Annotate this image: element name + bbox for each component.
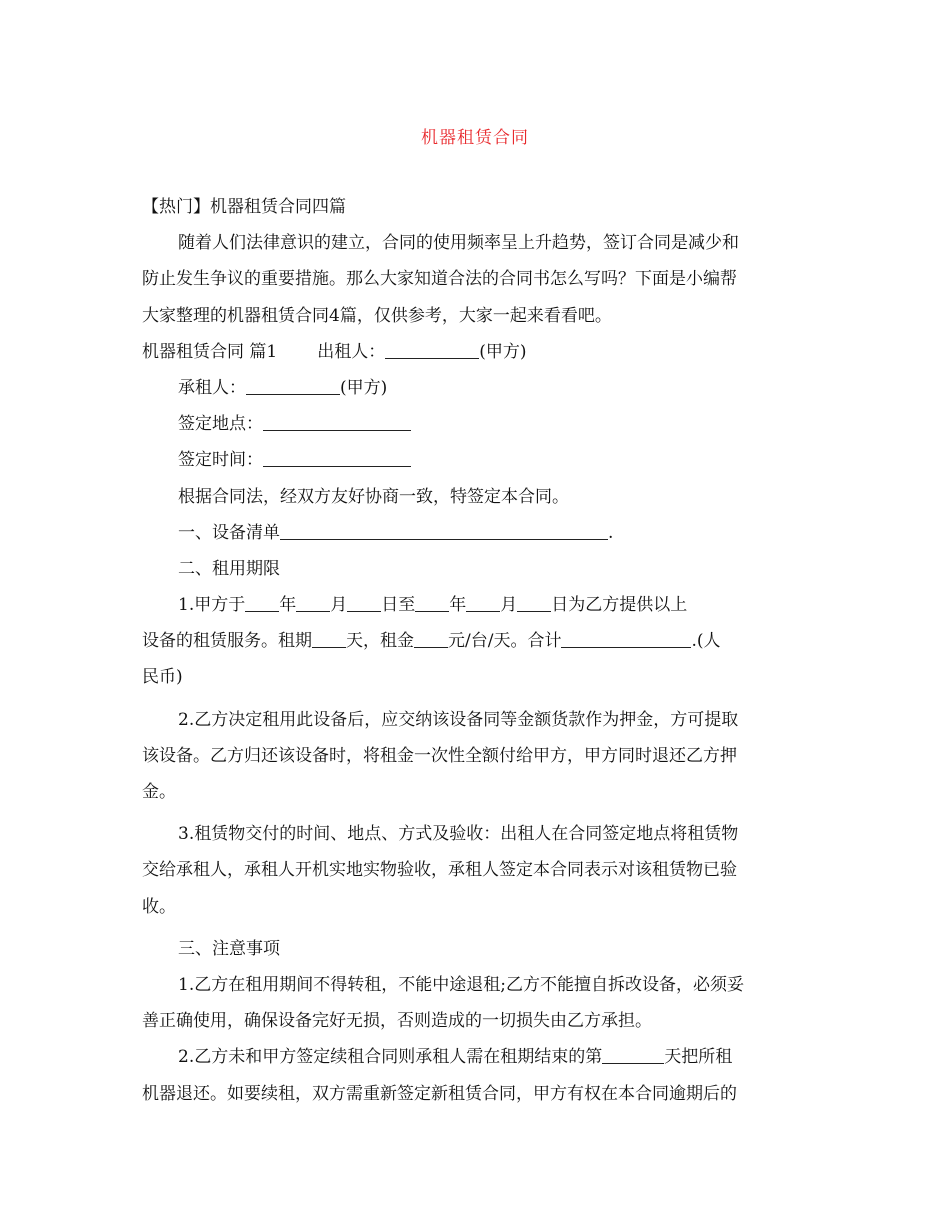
document-heading: 【热门】机器租赁合同四篇 — [142, 197, 346, 217]
document-title: 机器租赁合同 — [421, 128, 529, 148]
s3-1-line-2: 善正确使用，确保设备完好无损，否则造成的一切损失由乙方承担。 — [142, 1011, 652, 1032]
equipment-list-blank — [280, 522, 608, 540]
lessee-suffix: (甲方) — [340, 377, 388, 398]
lessee-line — [142, 375, 812, 411]
start-day-blank — [347, 594, 381, 612]
section2-label: 二、租用期限 — [178, 558, 280, 579]
section1-end: . — [608, 522, 614, 543]
s2-1-day1: 日至 — [381, 595, 416, 616]
time-line — [142, 447, 812, 483]
lessee-label: 承租人： — [178, 377, 246, 398]
time-label: 签定时间： — [178, 450, 263, 471]
end-day-blank — [517, 594, 551, 612]
s2-1-line-3: 民币) — [142, 667, 183, 688]
s3-2-text-a: 2.乙方未和甲方签定续租合同则承租人需在租期结束的第 — [178, 1047, 603, 1068]
s2-1-days: 天，租金 — [346, 631, 414, 652]
document-body — [142, 194, 812, 1117]
s2-1-month2: 月 — [500, 595, 518, 616]
s2-2-line-2: 该设备。乙方归还该设备时，将租金一次性全额付给甲方，甲方同时退还乙方押 — [142, 745, 737, 766]
s3-1-line-1: 1.乙方在租用期间不得转租，不能中途退租;乙方不能擅自拆改设备，必须妥 — [178, 974, 744, 995]
s3-2-text-b: 天把所租 — [664, 1047, 733, 1068]
preamble-line: 根据合同法，经双方友好协商一致，特签定本合同。 — [178, 486, 569, 507]
s2-1-text-b: 设备的租赁服务。租期 — [142, 631, 312, 652]
s2-1-month1: 月 — [330, 595, 348, 616]
piece1-header-line — [142, 339, 812, 375]
lessor-suffix: (甲方) — [479, 341, 527, 362]
end-year-blank — [415, 594, 449, 612]
piece1-label: 机器租赁合同 篇1 — [142, 341, 278, 362]
s3-2-line-2: 机器退还。如要续租，双方需重新签定新租赁合同，甲方有权在本合同逾期后的 — [142, 1083, 737, 1104]
s2-1-year2: 年 — [449, 595, 467, 616]
term-days-blank — [312, 630, 346, 648]
s2-1-day2: 日为乙方提供以上 — [551, 595, 688, 616]
end-month-blank — [466, 594, 500, 612]
place-blank — [263, 413, 411, 431]
place-label: 签定地点： — [178, 414, 263, 435]
lessor-label: 出租人： — [317, 341, 386, 362]
intro-line-2: 防止发生争议的重要措施。那么大家知道合法的合同书怎么写吗？下面是小编帮 — [142, 269, 737, 290]
s2-1-line-1 — [142, 592, 812, 628]
s2-1-rate: 元/台/天。合计 — [448, 631, 562, 652]
lessee-blank — [246, 377, 340, 395]
time-blank — [263, 449, 411, 467]
s2-3-line-3: 收。 — [142, 896, 176, 917]
intro-line-3: 大家整理的机器租赁合同4篇，仅供参考，大家一起来看看吧。 — [142, 305, 612, 326]
s2-2-line-3: 金。 — [142, 782, 176, 802]
intro-line-1: 随着人们法律意识的建立，合同的使用频率呈上升趋势，签订合同是减少和 — [178, 233, 739, 254]
s2-1-text-a: 1.甲方于 — [178, 595, 246, 616]
rent-rate-blank — [414, 630, 448, 648]
section3-label: 三、注意事项 — [178, 938, 280, 959]
start-month-blank — [296, 594, 330, 612]
section1-label: 一、设备清单 — [178, 522, 280, 543]
s3-2-line-1 — [142, 1044, 812, 1080]
s2-2-line-1: 2.乙方决定租用此设备后，应交纳该设备同等金额货款作为押金，方可提取 — [178, 709, 739, 730]
lessor-blank — [385, 341, 479, 359]
section1-line — [142, 520, 812, 556]
place-line — [142, 411, 812, 447]
total-blank — [561, 630, 691, 648]
s2-1-year1: 年 — [279, 595, 297, 616]
s2-3-line-2: 交给承租人，承租人开机实地实物验收，承租人签定本合同表示对该租赁物已验 — [142, 860, 737, 881]
start-year-blank — [245, 594, 279, 612]
return-days-blank — [602, 1046, 664, 1064]
s2-1-line-2 — [142, 628, 812, 664]
s2-3-line-1: 3.租赁物交付的时间、地点、方式及验收：出租人在合同签定地点将租赁物 — [178, 824, 739, 845]
s2-1-rmb: .(人 — [691, 631, 721, 652]
